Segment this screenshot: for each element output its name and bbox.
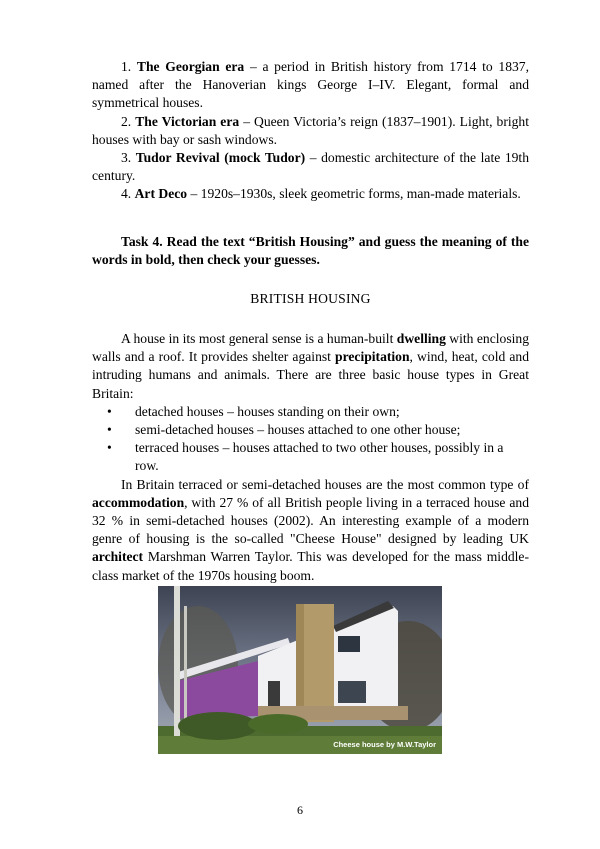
section-heading-block <box>92 290 529 308</box>
paragraph: In Britain terraced or semi-detached houses are the most common type of accommodation, with 27 % of all British people living in a terraced house and 32 % in semi-detached houses (2002). An interesting example of a modern genre of housing is the so-called "Cheese House" designed by leading UK architect Marshman Warren Taylor. This was developed for the mass middle-class market of the 1970s housing boom. <box>92 476 529 583</box>
body-text <box>92 330 529 585</box>
house-types-list <box>92 403 529 476</box>
era-term: Art Deco <box>134 186 188 202</box>
paragraph: A house in its most general sense is a human-built dwelling with enclosing walls and a roof. It provides shelter against precipitation, wind, heat, cold and intruding humans and animals. There are three basic house types in Great Britain: <box>92 331 529 401</box>
era-term: The Georgian era <box>136 59 245 74</box>
eras-list <box>92 58 529 204</box>
era-term: Tudor Revival (mock Tudor) <box>135 150 306 166</box>
photo-caption: Cheese house by M.W.Taylor <box>333 740 436 749</box>
list-item: • detached houses – houses standing on their own; <box>92 403 529 421</box>
page-number: 6 <box>297 803 303 817</box>
section-heading: BRITISH HOUSING <box>250 291 371 306</box>
bold-term: dwelling <box>396 331 446 346</box>
task-instruction: Task 4. Read the text “British Housing” and guess the meaning of the words in bold, then check your guesses. <box>92 234 529 268</box>
era-term: The Victorian era <box>135 113 240 129</box>
era-item: 1. The Georgian era – a period in British history from 1714 to 1837, named after the Hanoverian kings George I–IV. Elegant, formal and symmetrical houses. <box>92 59 529 111</box>
list-item: • terraced houses – houses attached to two other houses, possibly in a row. <box>107 440 504 474</box>
list-item: • semi-detached houses – houses attached to one other house; <box>92 421 529 439</box>
era-item: 3. Tudor Revival (mock Tudor) – domestic architecture of the late 19th century. <box>92 150 530 184</box>
era-item: 4. Art Deco – 1920s–1930s, sleek geometric forms, man-made materials. <box>121 186 521 202</box>
cheese-house-photo <box>158 586 442 754</box>
house-illustration <box>158 586 442 754</box>
bullet-icon: • <box>107 422 112 438</box>
bullet-icon: • <box>107 440 112 456</box>
bold-term: architect <box>92 549 144 565</box>
era-item: 2. The Victorian era – Queen Victoria’s reign (1837–1901). Light, bright houses with bay or sash windows. <box>92 113 529 147</box>
bold-term: accommodation <box>92 494 185 510</box>
bullet-icon: • <box>107 403 112 419</box>
bold-term: precipitation <box>335 349 410 365</box>
task-instruction-block <box>92 233 529 269</box>
